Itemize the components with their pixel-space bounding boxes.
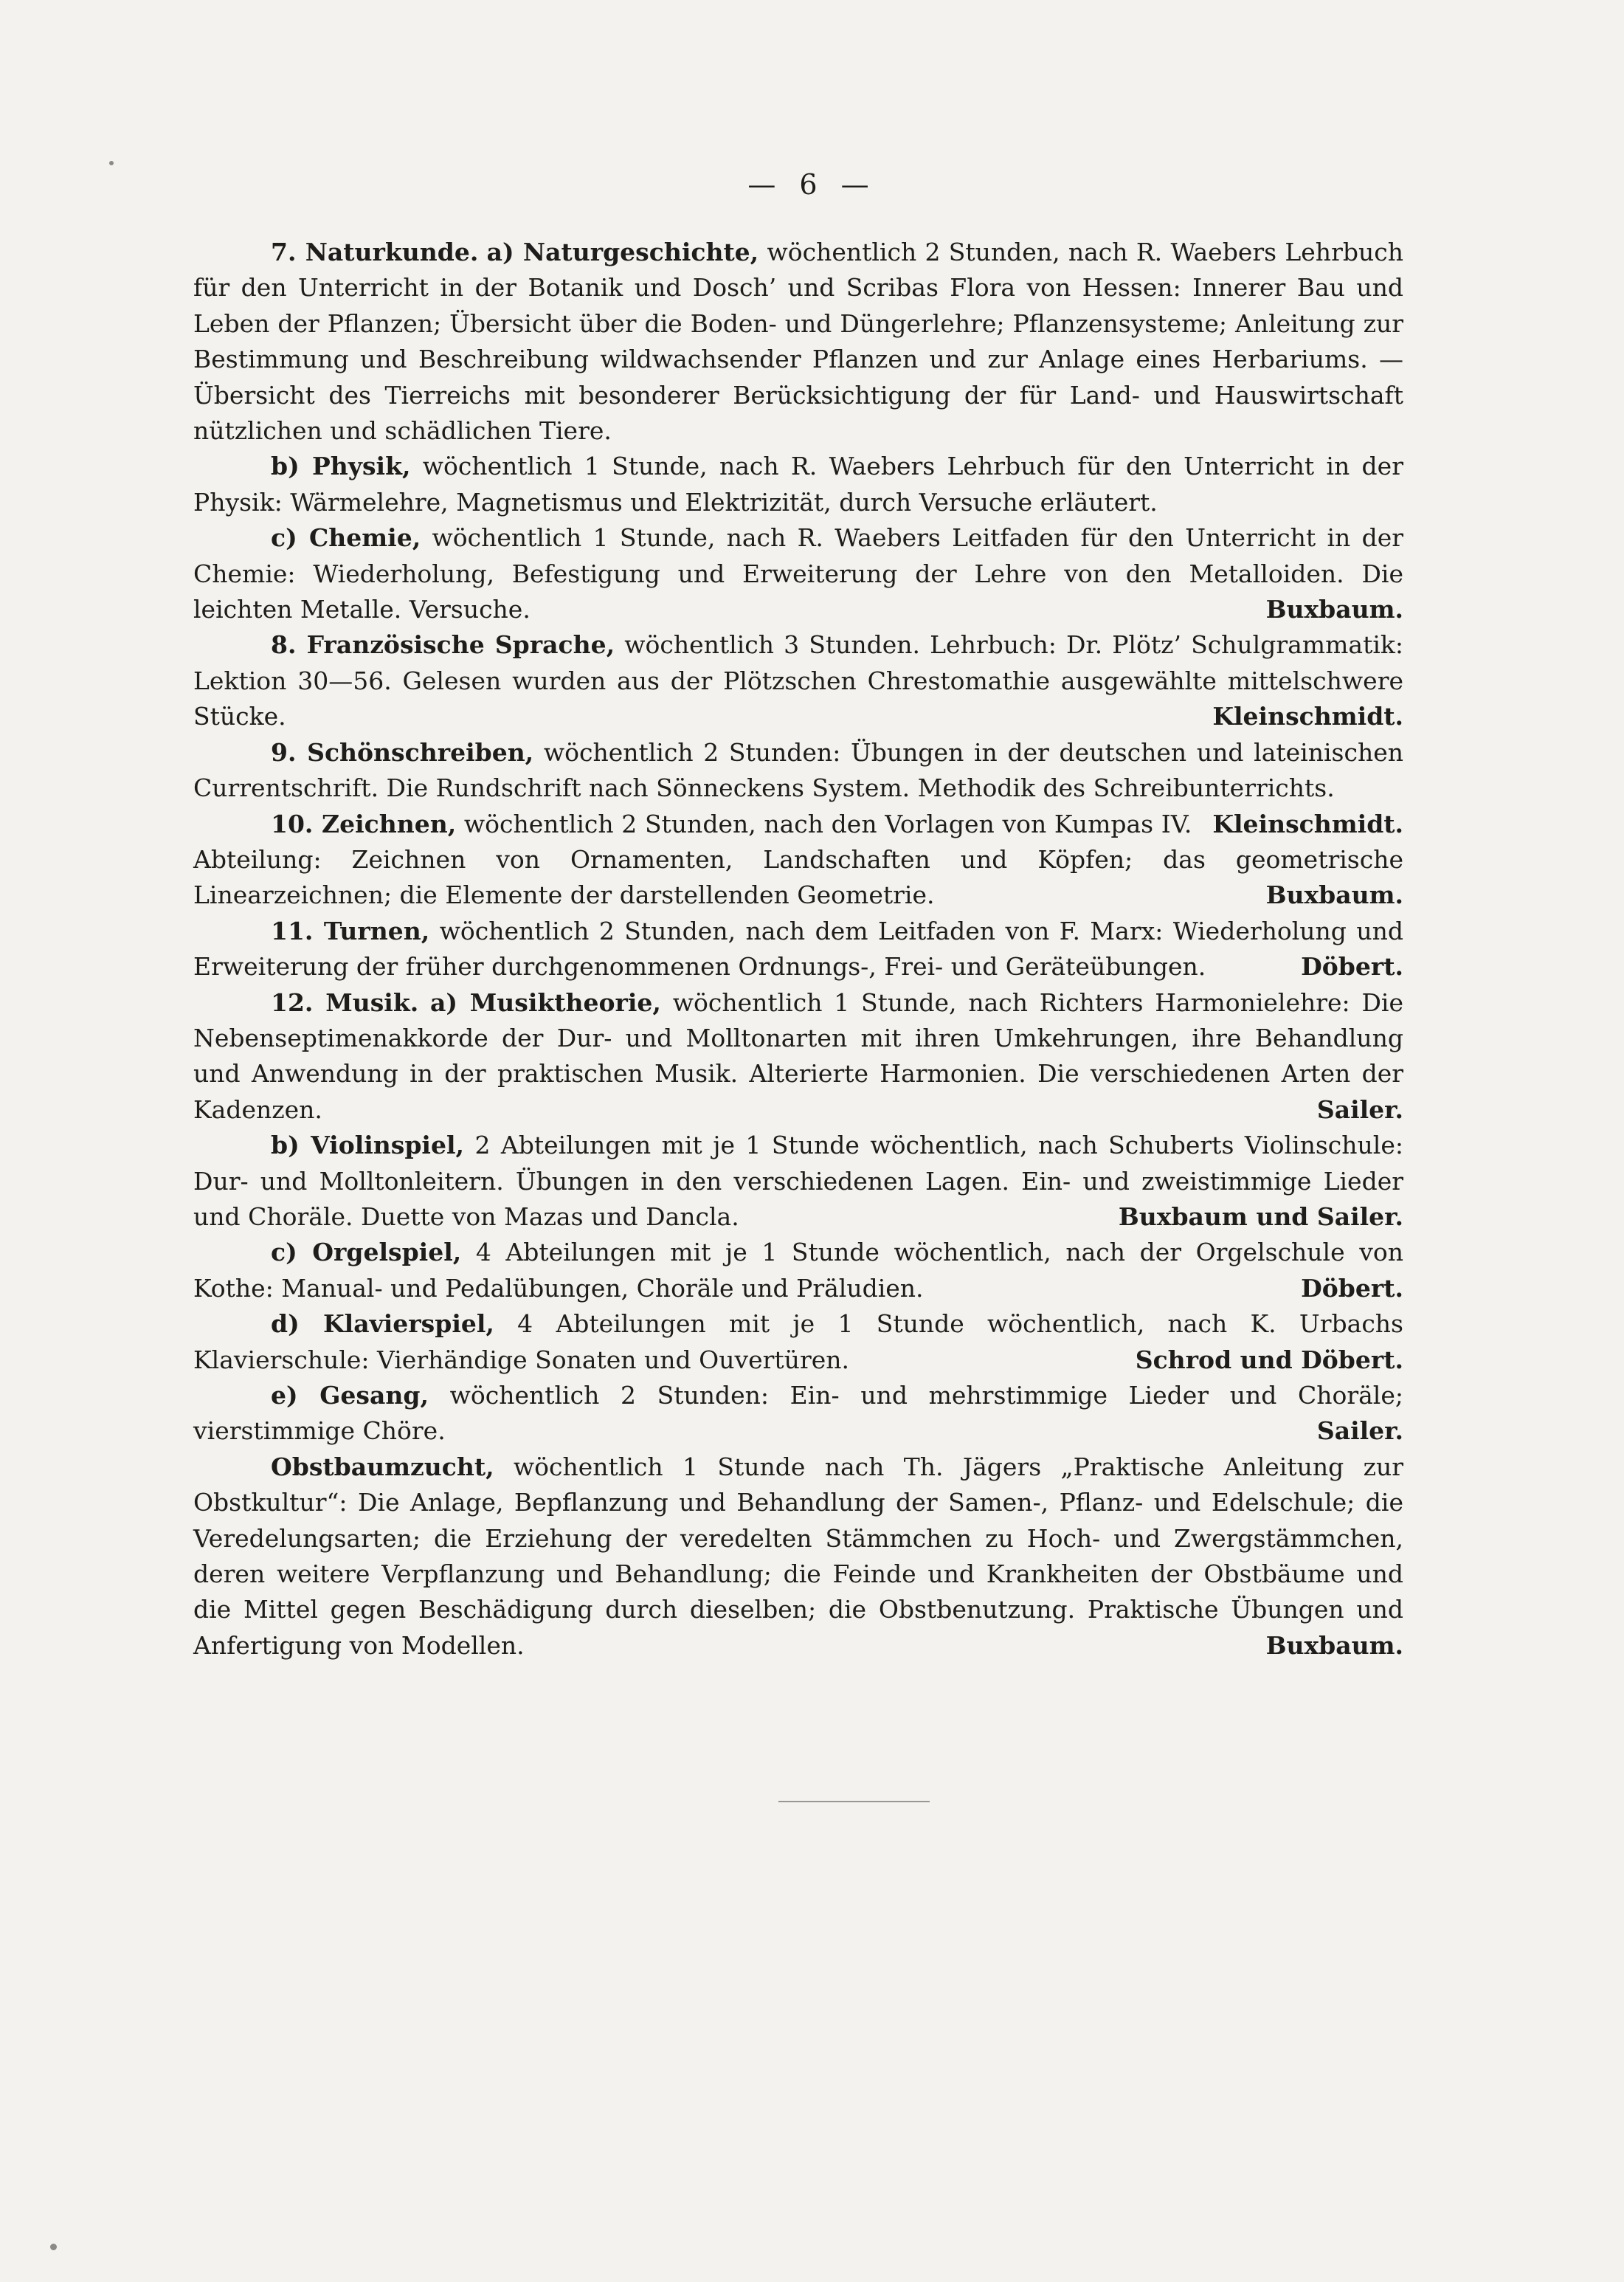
paper-speck: [50, 2244, 57, 2250]
section-obstbaumzucht: [193, 1449, 1403, 1664]
subsection-heading: e) Gesang,: [271, 1381, 429, 1410]
teacher-name: Buxbaum.: [1265, 880, 1403, 910]
section-text: wöchentlich 1 Stunde, nach R. Waebers Leitfaden für den Unterricht in der Chemie: Wiederholung, Befestigung und Erweiterung der Lehre von den Metalloiden. Die leichten Metalle. Versuche.: [193, 523, 1403, 624]
separator-rule: [778, 1801, 930, 1802]
teacher-name: Buxbaum.: [1265, 595, 1403, 624]
subsection-heading: b) Violinspiel,: [271, 1131, 464, 1160]
section-heading: 11. Turnen,: [271, 916, 430, 945]
section-text: 2 Abteilungen mit je 1 Stunde wöchentlich, nach Schuberts Violinschule: Dur- und Molltonleitern. Übungen in den verschiedenen Lagen. Ein- und zweistimmige Lieder und Choräle. Duette von Mazas und Dancla.: [193, 1131, 1403, 1231]
section-musiktheorie: [193, 985, 1403, 1128]
section-physik: [193, 449, 1403, 520]
page-number: — 6 —: [747, 168, 877, 201]
section-heading: 7. Naturkunde.: [271, 238, 479, 266]
section-chemie: [193, 520, 1403, 627]
section-text: wöchentlich 2 Stunden, nach dem Leitfaden von F. Marx: Wiederholung und Erweiterung der früher durchgenommenen Ordnungs-, Frei- und Geräteübungen.: [193, 916, 1403, 982]
section-text: wöchentlich 2 Stunden: Ein- und mehrstimmige Lieder und Choräle; vierstimmige Chöre.: [193, 1381, 1403, 1446]
section-text: wöchentlich 2 Stunden, nach R. Waebers Lehrbuch für den Unterricht in der Botanik und Dosch’ und Scribas Flora von Hessen: Innerer Bau und Leben der Pflanzen; Übersicht über die Boden- und Düngerlehre; Pflanzensysteme; Anleitung zur Bestimmung und Beschreibung wildwachsender Pflanzen und zur Anlage eines Herbariums. — Übersicht des Tierreichs mit besonderer Berücksichtigung der für Land- und Hauswirtschaft nützlichen und schädlichen Tiere.: [193, 238, 1403, 446]
subsection-heading: c) Chemie,: [271, 523, 421, 553]
teacher-name: Schrod und Döbert.: [1135, 1345, 1403, 1374]
teacher-name: Buxbaum.: [1265, 1630, 1403, 1660]
section-heading: 12. Musik.: [271, 987, 419, 1017]
teacher-name: Sailer.: [1316, 1416, 1403, 1446]
teacher-name: Döbert.: [1301, 1273, 1403, 1303]
subsection-heading: c) Orgelspiel,: [271, 1238, 462, 1267]
subsection-heading: d) Klavierspiel,: [271, 1309, 494, 1339]
section-gesang: [193, 1378, 1403, 1449]
teacher-name: Sailer.: [1316, 1095, 1403, 1124]
teacher-name: Kleinschmidt.: [1212, 702, 1403, 731]
section-text: wöchentlich 3 Stunden. Lehrbuch: Dr. Plötz’ Schulgrammatik: Lektion 30—56. Gelesen wurden aus der Plötzschen Chrestomathie ausgewählte mittelschwere Stücke.: [193, 630, 1403, 731]
document-body: [193, 235, 1403, 1664]
section-turnen: [193, 914, 1403, 985]
section-text: wöchentlich 1 Stunde nach Th. Jägers „Praktische Anleitung zur Obstkultur“: Die Anlage, Bepflanzung und Behandlung der Samen-, Pflanz- und Edelschule; die Veredelungsarten; die Erziehung der veredelten Stämmchen zu Hoch- und Zwergstämmchen, deren weitere Verpflanzung und Behandlung; die Feinde und Krankheiten der Obstbäume und die Mittel gegen Beschädigung durch dieselben; die Obstbenutzung. Praktische Übungen und Anfertigung von Modellen.: [193, 1452, 1403, 1660]
section-naturkunde: [193, 235, 1403, 449]
teacher-name: Döbert.: [1301, 952, 1403, 982]
teacher-name: Kleinschmidt.: [1212, 809, 1403, 838]
section-violinspiel: [193, 1128, 1403, 1235]
section-orgelspiel: [193, 1235, 1403, 1306]
section-klavierspiel: [193, 1306, 1403, 1378]
section-heading: 10. Zeichnen,: [271, 809, 457, 838]
section-text: wöchentlich 1 Stunde, nach Richters Harmonielehre: Die Nebenseptimenakkorde der Dur- und Molltonarten mit ihren Umkehrungen, ihre Behandlung und Anwendung in der praktischen Musik. Alterierte Harmonien. Die verschiedenen Arten der Kadenzen.: [193, 987, 1404, 1124]
section-heading: Obstbaumzucht,: [271, 1452, 494, 1481]
paper-speck: [109, 161, 114, 165]
subsection-heading: a) Musiktheorie,: [429, 987, 661, 1017]
teacher-name: Buxbaum und Sailer.: [1118, 1202, 1403, 1231]
section-text: 4 Abteilungen mit je 1 Stunde wöchentlich, nach K. Urbachs Klavierschule: Vierhändige Sonaten und Ouvertüren.: [193, 1309, 1403, 1374]
section-franzoesisch: [193, 627, 1403, 734]
section-text: wöchentlich 2 Stunden: Übungen in der deutschen und lateinischen Currentschrift. Die Rundschrift nach Sönneckens System. Methodik des Schreibunterrichts.: [193, 737, 1403, 803]
subsection-heading: b) Physik,: [271, 452, 411, 481]
section-text: 4 Abteilungen mit je 1 Stunde wöchentlich, nach der Orgelschule von Kothe: Manual- und Pedalübungen, Choräle und Präludien.: [193, 1238, 1403, 1303]
section-heading: 8. Französische Sprache,: [271, 630, 615, 660]
section-text: wöchentlich 1 Stunde, nach R. Waebers Lehrbuch für den Unterricht in der Physik: Wärmelehre, Magnetismus und Elektrizität, durch Versuche erläutert.: [193, 452, 1403, 517]
subsection-heading: a) Naturgeschichte,: [486, 238, 759, 266]
section-text: wöchentlich 2 Stunden, nach den Vorlagen von Kumpas IV. Abteilung: Zeichnen von Ornamenten, Landschaften und Köpfen; das geometrische Linearzeichnen; die Elemente der darstellenden Geometrie.: [193, 809, 1403, 910]
section-heading: 9. Schönschreiben,: [271, 737, 534, 767]
